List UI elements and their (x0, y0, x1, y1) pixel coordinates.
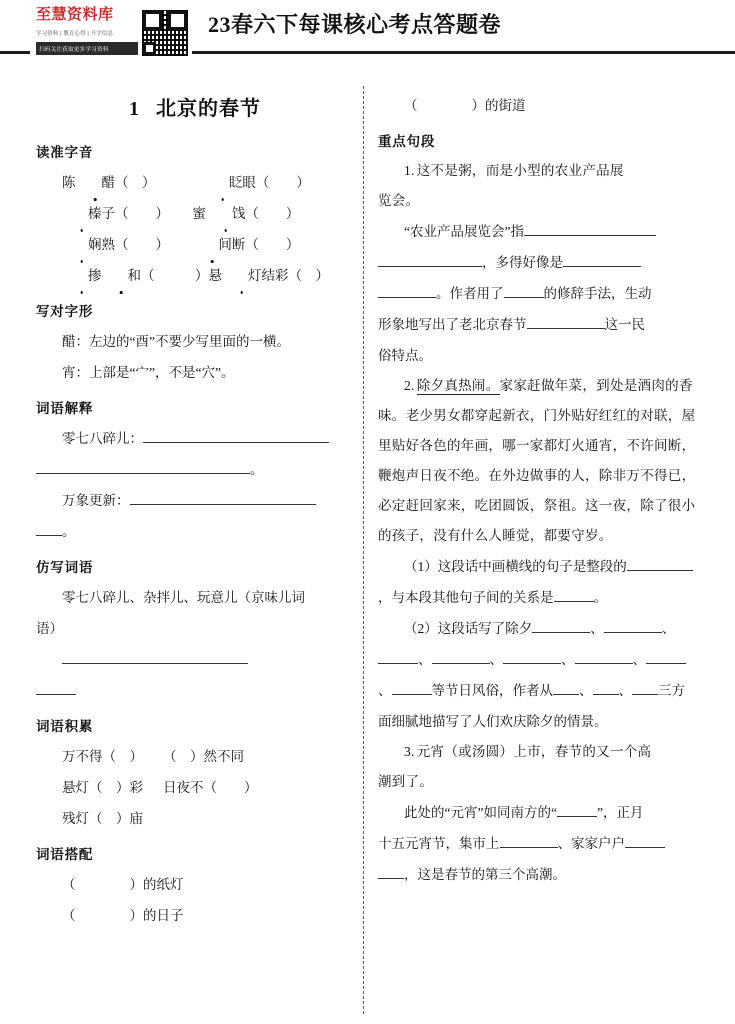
answer-blank[interactable] (604, 618, 662, 633)
glyph-tip: 醋：左边的“酉”不要少写里面的一横。 (62, 334, 290, 349)
question-1-prompt-line3 (378, 278, 696, 309)
question-number: 1. (404, 163, 415, 178)
question-3-prompt (378, 797, 696, 828)
page-header (0, 0, 735, 78)
prompt-text: 的修辞手法，生动 (543, 286, 652, 301)
answer-blank[interactable] (392, 680, 432, 695)
answer-blank[interactable] (532, 618, 590, 633)
quote-text: 这不是粥，而是小型的农业产品展 (416, 163, 624, 178)
explain-period: 。 (250, 462, 264, 477)
question-1-prompt (378, 216, 696, 247)
question-3-prompt-line2 (378, 828, 696, 859)
answer-blank[interactable] (36, 459, 250, 474)
answer-blank[interactable] (503, 649, 561, 664)
left-column (36, 84, 354, 931)
pinyin-word-dotted: 眨 (203, 167, 243, 198)
body-area (0, 78, 735, 1024)
prompt-text: 等节日风俗，作者从 (431, 683, 553, 698)
collocation-row[interactable]: （ ）的日子 (62, 908, 184, 923)
answer-blank[interactable] (527, 314, 605, 329)
pinyin-row (36, 167, 354, 198)
answer-blank[interactable] (554, 587, 594, 602)
pinyin-word: 子 (101, 206, 115, 221)
question-3-quote-cont: 潮到了。 (378, 774, 434, 789)
question-number: 3. (404, 744, 415, 759)
explain-item-cont (36, 454, 354, 485)
answer-paren[interactable]: （ ） (245, 206, 300, 221)
question-3-prompt-line3 (378, 859, 696, 890)
prompt-text: 、家家户户 (557, 836, 625, 851)
answer-blank[interactable] (378, 283, 436, 298)
pinyin-word: 悬 (208, 268, 222, 283)
answer-blank[interactable] (625, 833, 665, 848)
explain-item-cont (36, 516, 354, 547)
question-3-quote (378, 737, 696, 767)
answer-paren[interactable]: （ ） (288, 268, 329, 283)
logo-name: 至慧资料库 (36, 6, 114, 23)
accumulate-item[interactable]: 万不得（ ） (62, 749, 143, 764)
column-divider (363, 86, 364, 1014)
answer-blank[interactable] (524, 221, 656, 236)
explain-term: 零七八碎儿： (62, 431, 143, 446)
collocation-row[interactable]: （ ）的街道 (404, 98, 526, 113)
page-title: 23春六下每课核心考点答题卷 (208, 12, 502, 37)
prompt-text: （1）这段话中画横线的句子是整段的 (404, 559, 627, 574)
answer-paren[interactable]: （ ） (115, 206, 169, 221)
explain-period: 。 (62, 524, 76, 539)
prompt-text: ，与本段其他句子间的关系是 (378, 590, 554, 605)
qr-code-icon[interactable] (142, 10, 188, 56)
answer-blank[interactable] (504, 283, 544, 298)
lesson-number: 1 (129, 98, 140, 120)
accumulate-item[interactable]: （ ）然不同 (163, 749, 244, 764)
answer-paren[interactable]: （ ） (115, 175, 156, 190)
question-1-quote (378, 156, 696, 186)
answer-paren[interactable]: （ ） (255, 175, 310, 190)
prompt-text: ，这是春节的第三个高潮。 (404, 867, 566, 882)
answer-blank[interactable] (378, 649, 418, 664)
answer-blank[interactable] (432, 649, 490, 664)
imitate-example: 零七八碎儿、杂拌儿、玩意儿（京味儿词 (62, 590, 305, 605)
lesson-title (36, 92, 354, 121)
section-heading-accumulate: 词语积累 (36, 719, 94, 734)
answer-blank[interactable] (378, 864, 404, 879)
logo-text-column (36, 6, 138, 55)
logo-subtitle: 学习资料 | 教育心得 | 升学信息 (36, 31, 114, 37)
question-number: 2. (404, 378, 415, 393)
answer-blank[interactable] (593, 680, 619, 695)
site-logo-block (32, 2, 192, 72)
pinyin-word: 断 (231, 237, 246, 252)
answer-paren[interactable]: （ ） (115, 237, 169, 252)
right-column (378, 84, 696, 890)
prompt-text: （2）这段话写了除夕 (404, 621, 533, 636)
pinyin-row (36, 260, 354, 291)
answer-blank[interactable] (627, 556, 653, 571)
answer-blank[interactable] (646, 649, 686, 664)
explain-item (36, 423, 354, 454)
accumulate-item[interactable]: 残灯（ ）庙 (62, 811, 143, 826)
imitate-example-cont: 语） (36, 621, 63, 636)
pinyin-word-dotted: 间 (192, 229, 232, 260)
question-2-passage (378, 371, 696, 551)
pinyin-word: 结彩 (261, 268, 289, 283)
imitate-answer-row-cont (36, 675, 354, 706)
pinyin-word-dotted: 醋 (76, 167, 116, 198)
answer-blank[interactable] (500, 833, 558, 848)
prompt-text: 形象地写出了老北京春节 (378, 317, 527, 332)
accumulate-row (36, 741, 354, 772)
answer-blank[interactable] (143, 428, 329, 443)
answer-blank[interactable] (130, 490, 316, 505)
section-heading-imitate: 仿写词语 (36, 560, 94, 575)
explain-term: 万象更新： (62, 493, 130, 508)
accumulate-row (36, 772, 354, 803)
question-1-quote-cont: 览会。 (378, 193, 420, 208)
header-rule (192, 51, 735, 54)
section-heading-key-passages: 重点句段 (378, 134, 436, 149)
pinyin-word: 陈 (62, 175, 76, 190)
prompt-text: 。 (593, 590, 607, 605)
pinyin-word: 熟 (101, 237, 115, 252)
accumulate-item[interactable]: 日夜不（ ） (163, 780, 258, 795)
prompt-text: “农业产品展览会”指 (404, 224, 524, 239)
answer-blank[interactable] (378, 252, 482, 267)
imitate-answer-row (36, 644, 354, 675)
prompt-text: ”，正月 (596, 805, 644, 820)
prompt-text: 。作者用了 (436, 286, 504, 301)
pinyin-word-dotted: 娴 (62, 229, 102, 260)
prompt-text: 十五元宵节，集市上 (378, 836, 500, 851)
pinyin-word-dotted: 饯 (206, 198, 246, 229)
explain-item (36, 485, 354, 516)
logo-row (36, 6, 188, 56)
answer-blank[interactable] (653, 556, 693, 571)
answer-blank[interactable] (36, 680, 76, 695)
header-rule-left (0, 51, 30, 54)
answer-blank[interactable] (557, 802, 597, 817)
collocation-row[interactable]: （ ）的纸灯 (62, 877, 184, 892)
answer-blank[interactable] (62, 649, 248, 664)
section-heading-collocation: 词语搭配 (36, 847, 94, 862)
prompt-text: 此处的“元宵”如同南方的“ (404, 805, 557, 820)
accumulate-row (36, 803, 354, 834)
quote-text: 元宵（或汤圆）上市，春节的又一个高 (416, 744, 652, 759)
question-1-prompt-line2 (378, 247, 696, 278)
answer-blank[interactable] (36, 521, 62, 536)
pinyin-word: 蜜 (192, 206, 206, 221)
prompt-text: 这一民 (604, 317, 645, 332)
question-2-sub2: （2）这段话写了除夕 、 、、 、 、 、、 等节日风俗，作者从 、 、 三方面细腻地描写了人们欢庆除夕的情景。 (378, 613, 696, 737)
accumulate-item[interactable]: 悬灯（ ）彩 (62, 780, 143, 795)
underlined-sentence: 除夕真热闹。 (416, 378, 500, 393)
pinyin-row (36, 198, 354, 229)
glyph-tip: 宵：上部是“宀”，不是“穴”。 (62, 365, 235, 380)
prompt-text: 描写了人们欢庆除夕的情景。 (432, 714, 608, 729)
question-1-prompt-line4 (378, 309, 696, 340)
answer-blank[interactable] (563, 252, 641, 267)
answer-blank[interactable] (632, 680, 658, 695)
answer-paren[interactable]: （ ） (245, 237, 300, 252)
pinyin-word-dotted: 掺 (62, 260, 102, 291)
pinyin-word-dotted: 和 (102, 260, 142, 291)
pinyin-word-dotted: 榛 (62, 198, 102, 229)
answer-blank[interactable] (553, 680, 579, 695)
section-heading-explain: 词语解释 (36, 401, 94, 416)
question-1-prompt-line5: 俗特点。 (378, 348, 432, 363)
pinyin-row (36, 229, 354, 260)
prompt-text: 三方面细腻地 (378, 683, 685, 729)
section-heading-glyph: 写对字形 (36, 304, 94, 319)
pinyin-word: 眼 (242, 175, 256, 190)
scan-follow-button[interactable]: 扫码关注获取更多学习资料 (36, 42, 138, 55)
answer-blank[interactable] (575, 649, 633, 664)
lesson-name: 北京的春节 (156, 98, 261, 120)
answer-paren[interactable]: （ ） (141, 268, 209, 283)
prompt-text: ，多得好像是 (482, 255, 563, 270)
question-2-sub1 (378, 551, 696, 613)
passage-text: 家家赶做年菜，到处是酒肉的香味。老少男女都穿起新衣，门外贴好红红的对联，屋里贴好各色的年画，哪一家都灯火通宵，不许间断，鞭炮声日夜不绝。在外边做事的人，除非万不得已，必定赶回家来，吃团圆饭，祭祖。这一夜，除了很小的孩子，没有什么人睡觉，都要守岁。 (378, 378, 696, 543)
section-heading-pinyin: 读准字音 (36, 145, 94, 160)
pinyin-word-dotted: 灯 (222, 260, 262, 291)
